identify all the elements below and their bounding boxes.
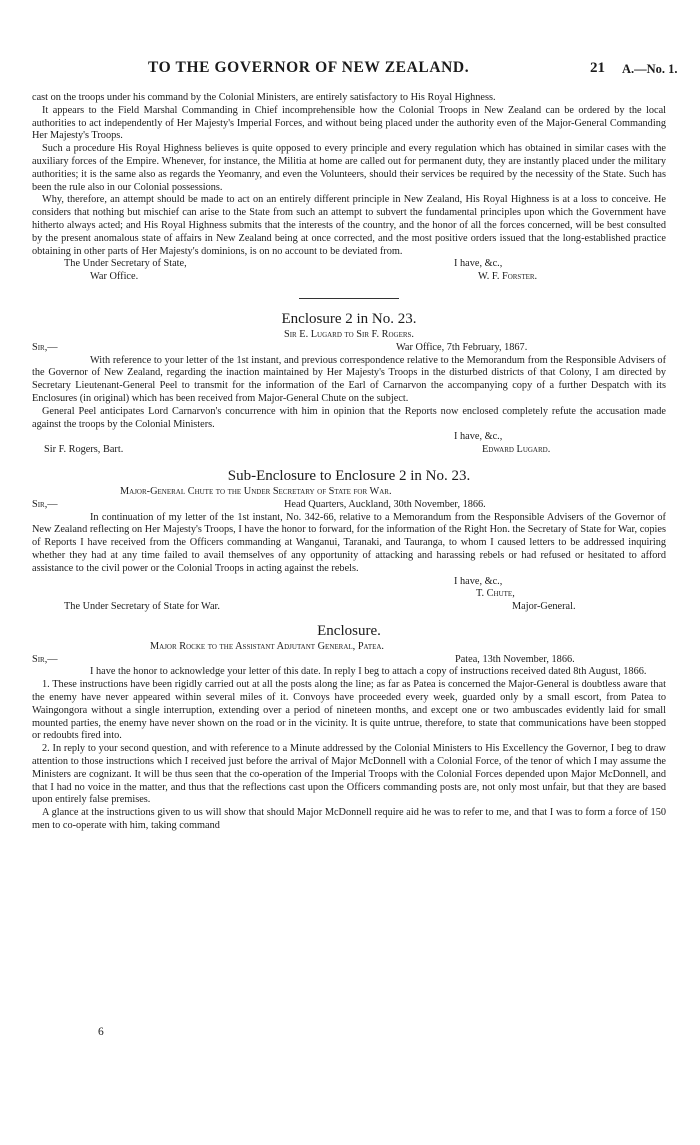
- paragraph: General Peel anticipates Lord Carnarvon's concurrence with him in opinion that the Reports now enclosed completely refute the accusation made against the troops by the Colonial Ministers.: [32, 405, 666, 430]
- paper-reference: A.—No. 1.: [622, 62, 678, 76]
- paragraph: cast on the troops under his command by the Colonial Ministers, are entirely satisfactory to His Royal Highness.: [32, 92, 496, 103]
- salutation-row: [32, 342, 666, 355]
- signature-row: [32, 588, 666, 601]
- document-body: [32, 92, 666, 833]
- paragraph: I have the honor to acknowledge your letter of this date. In reply I beg to attach a copy of instructions received dated 8th August, 1866.: [90, 666, 647, 678]
- closing-row: [32, 431, 666, 444]
- signature-row: [32, 271, 666, 284]
- addressee: The Under Secretary of State,: [64, 258, 187, 270]
- salutation: Sir,—: [32, 341, 58, 353]
- paragraph: Why, therefore, an attempt should be made to act on an entirely different principle in New Zealand, His Royal Highness is at a loss to conceive. He considers that nothing but mischief can arise to the State from such an attempt to subvert the fundamental principles upon which the Government have hitherto always acted; and His Royal Highness submits that the interests of the country, and the honor of all the forces concerned, will be best consulted by the present anomalous state of affairs in New Zealand being at once corrected, and the most positive orders issued that the long-established practice obtaining in other parts of Her Majesty's dominions, is on no account to be deviated from.: [32, 194, 666, 257]
- section-title: Enclosure 2 in No. 23.: [281, 310, 417, 327]
- section-title: Sub-Enclosure to Enclosure 2 in No. 23.: [227, 467, 471, 484]
- correspondence-parties: Major Rocke to the Assistant Adjutant General, Patea.: [150, 640, 385, 652]
- addressee: Sir F. Rogers, Bart.: [44, 444, 124, 456]
- closing: I have, &c.,: [454, 575, 503, 587]
- running-title: TO THE GOVERNOR OF NEW ZEALAND.: [148, 59, 470, 76]
- addressee-office: War Office.: [90, 271, 139, 283]
- section-divider: [299, 298, 399, 299]
- paragraph: It appears to the Field Marshal Commanding in Chief incomprehensible how the Colonial Troops in New Zealand can be ordered by the local authorities to act independently of Her Majesty's Imperial Forces, and without being placed under the authority even of the Major-General Commanding Her Majesty's Troops.: [32, 104, 666, 142]
- signature-row: [32, 444, 666, 457]
- correspondence-parties: Sir E. Lugard to Sir F. Rogers.: [283, 328, 414, 340]
- salutation-row: [32, 654, 666, 667]
- signature-folio: 6: [98, 1026, 104, 1038]
- signature: W. F. Forster.: [478, 271, 538, 283]
- paragraph: 2. In reply to your second question, and with reference to a Minute addressed by the Colonial Ministers to His Excellency the Governor, I beg to draw attention to those instructions which I received just before the arrival of Major McDonnell with a Colonial Force, of the tenor of which I may assume the Ministers are cognizant. It will be thus seen that the co-operation of the Imperial Troops with the Colonial Forces depended upon Major McDonnell, and that I had no voice in the matter, and thus that the reflections cast upon the Officers commanding posts are, not only most unfair, but that they are based upon entirely false premises.: [32, 743, 666, 806]
- paragraph: With reference to your letter of the 1st instant, and previous correspondence relative to the Memorandum from the Responsible Advisers of the Governor of New Zealand, regarding the inaction maintained by Her Majesty's Troops in the disturbed districts of that Colony, I am directed by Secretary Lieutenant-General Peel to transmit for the information of the Earl of Carnarvon the accompanying copy of a further Despatch with its Enclosures (in original) which has been received from Major-General Chute on the subject.: [32, 354, 666, 404]
- closing-row: [32, 258, 666, 271]
- addressee: The Under Secretary of State for War.: [64, 601, 220, 613]
- paragraph: Such a procedure His Royal Highness believes is quite opposed to every principle and every regulation which has obtained in similar cases with the auxiliary forces of the Empire. Whenever, for instance, the Militia at home are called out for permanent duty, they are instantly placed under the military authorities; it is the same also as regards the Yeomanry, and even the Volunteers, should their services be required by the necessity of the State. Such has been the rule also in our Colonial possessions.: [32, 143, 666, 193]
- closing-row: [32, 576, 666, 589]
- paragraph: 1. These instructions have been rigidly carried out at all the posts along the line; as far as Patea is concerned the Major-General is doubtless aware that the enemy have never appeared within several miles of it. Convoys have proceeded every week, guarded only by a small escort, from Patea to Waingongora without a single interruption, extending over a period of nineteen months, and except one or two ambuscades evidently laid for small mounted parties, the enemy have never shown on the road or in the vicinity. It is quite untrue, therefore, to state that communications have been stopped or redoubts fired into.: [32, 679, 666, 742]
- page-header: [0, 59, 700, 82]
- rank-row: [32, 601, 666, 614]
- salutation: Sir,—: [32, 498, 58, 510]
- place-date: Head Quarters, Auckland, 30th November, 1866.: [284, 498, 486, 510]
- paragraph: A glance at the instructions given to us will show that should Major McDonnell require aid he was to refer to me, and that I was to form a force of 150 men to co-operate with him, taking command: [32, 807, 666, 832]
- place-date: Patea, 13th November, 1866.: [455, 653, 575, 665]
- place-date: War Office, 7th February, 1867.: [396, 341, 528, 353]
- closing: I have, &c.,: [454, 258, 503, 270]
- correspondence-parties: Major-General Chute to the Under Secretary of State for War.: [120, 485, 392, 497]
- closing: I have, &c.,: [454, 431, 503, 443]
- page-number: 21: [590, 60, 605, 76]
- signature: Edward Lugard.: [482, 444, 551, 456]
- signatory-rank: Major-General.: [512, 601, 576, 613]
- signature: T. Chute,: [476, 588, 515, 600]
- salutation: Sir,—: [32, 653, 58, 665]
- salutation-row: [32, 499, 666, 512]
- paragraph: In continuation of my letter of the 1st instant, No. 342-66, relative to a Memorandum from the Responsible Advisers of the Governor of New Zealand reflecting on Her Majesty's Troops, I have the honor to forward, for the information of the Right Hon. the Secretary of State for War, copies of Reports I have received from the Officers commanding at Wanganui, Taranaki, and Tauranga, to whom I caused letters to be addressed inquiring whether they had at any time failed to avail themselves of any opportunity of attacking and harassing rebels or had refused or hesitated to afford assistance to the civil power or the Colonial Troops in acting against the rebels.: [32, 511, 666, 574]
- section-title: Enclosure.: [317, 622, 381, 639]
